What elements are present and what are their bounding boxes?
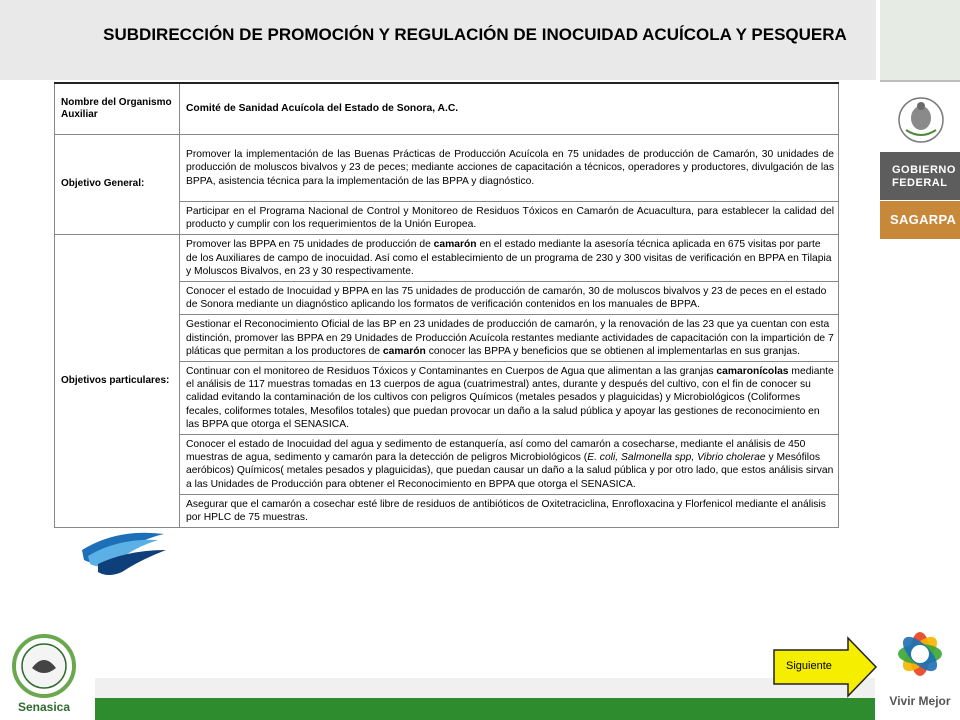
footer-green-bar xyxy=(95,698,875,720)
gobierno-federal-logo xyxy=(880,152,960,200)
particular-objective-1: Promover las BPPA en 75 unidades de producción de camarón en el estado mediante la asesoría técnica aplicada en 675 visitas por parte de los Auxiliares de campo de inocuidad. Así como el establecimiento de un programa de 230 y 300 visitas de verificación en BPPA en Tilapia y Moluscos Bivalvos, en 23 y 30 respectivamente. xyxy=(180,235,839,282)
table-row xyxy=(55,135,839,202)
particular-objective-4: Continuar con el monitoreo de Residuos Tóxicos y Contaminantes en Cuerpos de Agua que alimentan a las granjas camaronícolas mediante el análisis de 117 muestras tomadas en 13 cuerpos de agua (cuatrimestral) antes, durante y después del cultivo, con el fin de conocer su calidad evitando la contaminación de los cultivos con peligros Químicos (metales pesados y plaguicidas) y Microbiológicos (Coliformes fecales, coliformes totales, Mesofilos totales) que puedan provocar un daño a la salud pública y apoyar las gestiones de reconocimiento en las BPPA que otorga el SENASICA. xyxy=(180,362,839,435)
general-objective-2: Participar en el Programa Nacional de Control y Monitoreo de Residuos Tóxicos en Camarón de Acuacultura, para establecer la calidad del producto y cumplir con los requerimientos de la Unión Europea. xyxy=(180,202,839,235)
general-objective-label: Objetivo General: xyxy=(55,135,180,235)
footer-band xyxy=(95,678,875,698)
particular-objective-6: Asegurar que el camarón a cosechar esté libre de residuos de antibióticos de Oxitetraciclina, Enrofloxacina y Florfenicol mediante el análisis por HPLC de 75 muestras. xyxy=(180,494,839,527)
senasica-label: Senasica xyxy=(17,700,71,714)
organism-value: Comité de Sanidad Acuícola del Estado de Sonora, A.C. xyxy=(180,83,839,135)
strip-divider xyxy=(880,80,960,82)
particular-objective-2: Conocer el estado de Inocuidad y BPPA en las 75 unidades de producción de camarón, 30 de moluscos bivalvos y 23 de peces en el estado de Sonora mediante un diagnóstico aplicando los formatos de verificación contenidos en los manuales de BPPA. xyxy=(180,282,839,315)
objectives-table xyxy=(54,82,839,528)
gobierno-line-2: FEDERAL xyxy=(892,177,948,189)
table-row xyxy=(55,235,839,282)
strip-top-panel xyxy=(880,0,960,80)
vivir-mejor-flower-icon xyxy=(884,618,956,690)
next-label: Siguiente xyxy=(786,660,832,672)
organism-label: Nombre del Organismo Auxiliar xyxy=(55,83,180,135)
vivir-mejor-label: Vivir Mejor xyxy=(889,694,951,708)
particular-objective-3: Gestionar el Reconocimiento Oficial de las BP en 23 unidades de producción de camarón, y la renovación de las 23 que ya cuentan con esta distinción, promover las BPPA en 29 Unidades de Producción Acuícola restantes mediante actividades de capacitación con la impartición de 7 pláticas que permitan a los productores de camarón conocer las BPPA y beneficios que se obtienen al implementarlas en sus granjas. xyxy=(180,315,839,362)
particular-objective-5: Conocer el estado de Inocuidad del agua y sedimento de estanquería, así como del camarón a cosecharse, mediante el análisis de 450 muestras de agua, sedimento y camarón para la detección de peligros Microbiológicos (E. coli, Salmonella spp, Vibrio cholerae y Mesófilos aeróbicos) Químicos( metales pesados y plaguicidas), que puedan causar un daño a la salud pública y por otro lado, que estos análisis sirvan a las Unidades de Producción para obtener el Reconocimiento en BPPA que otorga el SENASICA. xyxy=(180,435,839,495)
sagarpa-logo: SAGARPA xyxy=(880,201,960,239)
general-objective-1: Promover la implementación de las Buenas Prácticas de Producción Acuícola en 75 unidades de producción de Camarón, 30 unidades de producción de moluscos bivalvos y 23 de peces; mediante acciones de capacitación a técnicos, operadores y productores, divulgación de las BPPA, asistencia técnica para la implementación de las BPPA y diagnóstico. xyxy=(180,135,839,202)
particular-objectives-label: Objetivos particulares: xyxy=(55,235,180,528)
mexico-emblem-icon xyxy=(886,86,956,150)
table-row xyxy=(55,83,839,135)
committee-logo xyxy=(78,520,168,578)
page-title: SUBDIRECCIÓN DE PROMOCIÓN Y REGULACIÓN DE INOCUIDAD ACUÍCOLA Y PESQUERA xyxy=(103,25,847,44)
next-button[interactable] xyxy=(772,636,878,698)
gobierno-line-1: GOBIERNO xyxy=(892,164,956,176)
